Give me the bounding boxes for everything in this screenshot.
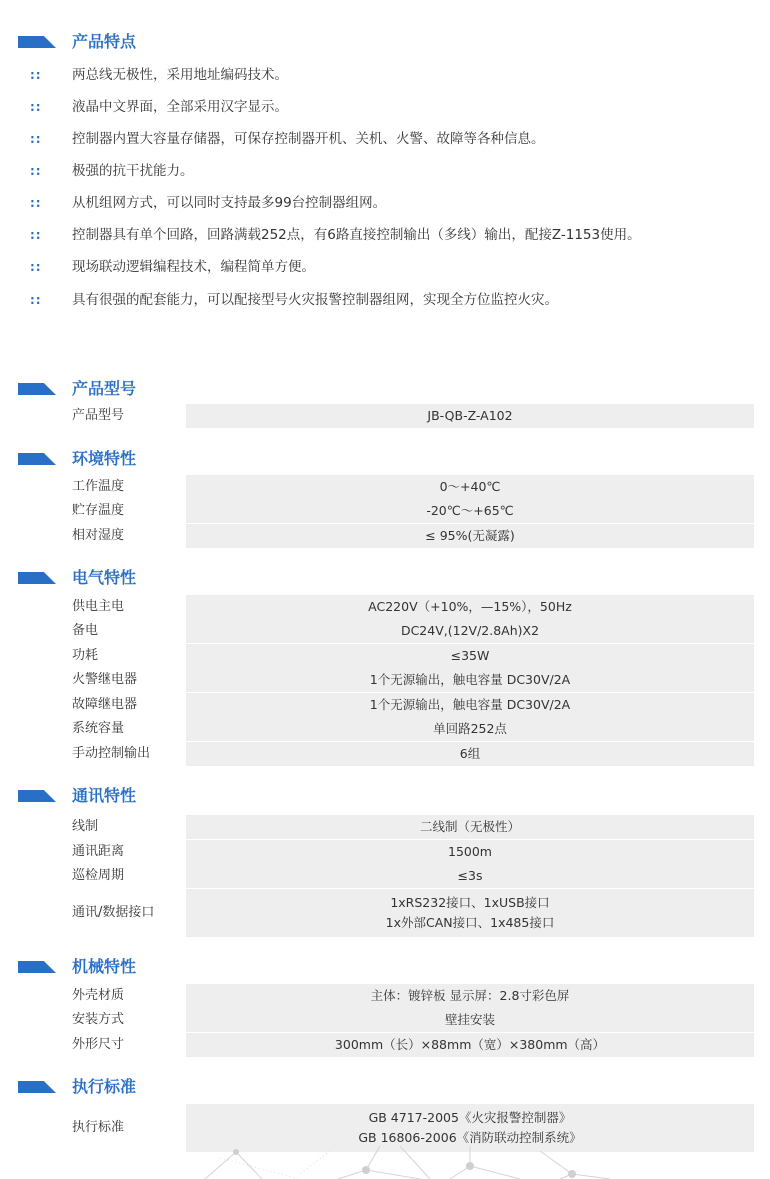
spec-row — [0, 889, 770, 937]
spec-row — [0, 475, 770, 499]
spec-value-cell — [186, 984, 754, 1008]
spec-value: 壁挂安装 — [444, 1012, 495, 1027]
feature-item — [30, 192, 760, 214]
bullet-icon: :: — [30, 132, 42, 146]
spec-label: 通讯距离 — [72, 844, 125, 859]
spec-value: 1xRS232接口、1xUSB接口 — [390, 895, 550, 910]
spec-row — [0, 619, 770, 643]
spec-value-cell — [186, 595, 754, 619]
spec-value: 0～+40℃ — [439, 479, 501, 494]
feature-item — [30, 160, 760, 182]
spec-label: 系统容量 — [72, 721, 125, 736]
spec-label: 安装方式 — [72, 1012, 125, 1027]
spec-value-cell — [186, 668, 754, 692]
spec-label: 执行标准 — [72, 1120, 125, 1135]
section-header-model — [18, 378, 137, 400]
spec-value-cell — [186, 840, 754, 864]
section-title: 环境特性 — [72, 449, 137, 468]
spec-row — [0, 595, 770, 619]
spec-label: 手动控制输出 — [72, 746, 151, 761]
section-header-features — [18, 31, 137, 53]
feature-text: 两总线无极性，采用地址编码技术。 — [72, 67, 288, 83]
section-title: 产品特点 — [72, 32, 137, 51]
feature-item — [30, 256, 760, 278]
section-header-electrical — [18, 567, 137, 589]
spec-row — [0, 499, 770, 523]
spec-label: 供电主电 — [72, 599, 125, 614]
section-header-standards — [18, 1076, 137, 1098]
spec-row — [0, 742, 770, 766]
spec-value-cell — [186, 864, 754, 888]
feature-text: 液晶中文界面，全部采用汉字显示。 — [72, 99, 288, 115]
spec-value-cell — [186, 644, 754, 668]
bullet-icon: :: — [30, 196, 42, 210]
section-header-environment — [18, 448, 137, 470]
spec-row — [0, 668, 770, 692]
spec-row — [0, 717, 770, 741]
spec-label: 线制 — [72, 819, 99, 834]
network-decoration — [0, 1146, 770, 1179]
spec-value: 二线制（无极性） — [419, 819, 520, 834]
spec-value: 1500m — [448, 844, 492, 859]
bullet-icon: :: — [30, 228, 42, 242]
section-marker-icon — [18, 572, 56, 584]
section-marker-icon — [18, 383, 56, 395]
section-header-mechanical — [18, 956, 137, 978]
spec-value-cell — [186, 1104, 754, 1152]
feature-item — [30, 64, 760, 86]
spec-row — [0, 1104, 770, 1152]
spec-label: 外形尺寸 — [72, 1037, 125, 1052]
section-marker-icon — [18, 961, 56, 973]
feature-text: 具有很强的配套能力，可以配接型号火灾报警控制器组网，实现全方位监控火灾。 — [72, 292, 558, 308]
spec-value-cell — [186, 619, 754, 643]
spec-value: -20℃～+65℃ — [426, 503, 514, 518]
spec-value-cell — [186, 1033, 754, 1057]
spec-value: 1x外部CAN接口、1x485接口 — [385, 915, 555, 930]
spec-row — [0, 1033, 770, 1057]
bullet-icon: :: — [30, 100, 42, 114]
spec-value: GB 4717-2005《火灾报警控制器》 — [368, 1110, 572, 1125]
spec-label: 故障继电器 — [72, 697, 138, 712]
spec-value-cell — [186, 475, 754, 499]
spec-value-cell — [186, 717, 754, 741]
spec-label: 通讯/数据接口 — [72, 905, 155, 920]
bullet-icon: :: — [30, 164, 42, 178]
section-marker-icon — [18, 790, 56, 802]
bullet-icon: :: — [30, 260, 42, 274]
bullet-icon: :: — [30, 68, 42, 82]
section-marker-icon — [18, 36, 56, 48]
spec-value: DC24V,(12V/2.8Ah)X2 — [400, 623, 540, 638]
spec-label: 备电 — [72, 623, 99, 638]
spec-label: 产品型号 — [72, 408, 125, 423]
spec-row — [0, 864, 770, 888]
spec-value-cell — [186, 524, 754, 548]
spec-value-cell — [186, 742, 754, 766]
spec-value: GB 16806-2006《消防联动控制系统》 — [358, 1130, 582, 1145]
spec-row — [0, 693, 770, 717]
section-title: 机械特性 — [72, 957, 137, 976]
spec-row — [0, 644, 770, 668]
spec-value: 单回路252点 — [433, 721, 507, 736]
section-title: 产品型号 — [72, 379, 137, 398]
spec-value-cell — [186, 693, 754, 717]
feature-item — [30, 96, 760, 118]
feature-text: 现场联动逻辑编程技术，编程简单方便。 — [72, 259, 315, 275]
spec-label: 功耗 — [72, 648, 99, 663]
spec-label: 外壳材质 — [72, 988, 125, 1003]
section-marker-icon — [18, 453, 56, 465]
spec-row — [0, 524, 770, 548]
bullet-icon: :: — [30, 293, 42, 307]
feature-text: 控制器具有单个回路，回路满载252点，有6路直接控制输出（多线）输出，配接Z-1153使用。 — [72, 227, 641, 243]
spec-label: 火警继电器 — [72, 672, 138, 687]
spec-value: JB-QB-Z-A102 — [427, 408, 513, 423]
spec-row — [0, 840, 770, 864]
feature-item — [30, 128, 760, 150]
spec-value: ≤35W — [450, 648, 490, 663]
spec-value-cell — [186, 889, 754, 937]
feature-text: 极强的抗干扰能力。 — [72, 163, 194, 179]
spec-value: ≤ 95%(无凝露) — [425, 528, 515, 543]
feature-text: 控制器内置大容量存储器，可保存控制器开机、关机、火警、故障等各种信息。 — [72, 131, 545, 147]
spec-value-cell — [186, 1008, 754, 1032]
feature-text: 从机组网方式，可以同时支持最多99台控制器组网。 — [72, 195, 387, 211]
section-header-communication — [18, 785, 137, 807]
spec-value: 1个无源输出，触电容量 DC30V/2A — [369, 697, 571, 712]
section-marker-icon — [18, 1081, 56, 1093]
spec-value-cell — [186, 404, 754, 428]
spec-value-cell — [186, 499, 754, 523]
section-title: 电气特性 — [72, 568, 137, 587]
spec-value: ≤3s — [457, 868, 483, 883]
spec-value: 6组 — [459, 746, 481, 761]
feature-item — [30, 289, 760, 311]
spec-value: AC220V（+10%，—15%），50Hz — [368, 599, 572, 614]
section-title: 执行标准 — [72, 1077, 137, 1096]
feature-item — [30, 224, 760, 246]
spec-label: 巡检周期 — [72, 868, 125, 883]
spec-label: 工作温度 — [72, 479, 125, 494]
spec-row — [0, 815, 770, 839]
spec-row — [0, 404, 770, 428]
spec-value: 主体：镀锌板 显示屏：2.8寸彩色屏 — [370, 988, 570, 1003]
spec-row — [0, 984, 770, 1008]
spec-value-cell — [186, 815, 754, 839]
spec-label: 相对湿度 — [72, 528, 125, 543]
section-title: 通讯特性 — [72, 786, 137, 805]
spec-value: 1个无源输出，触电容量 DC30V/2A — [369, 672, 571, 687]
spec-row — [0, 1008, 770, 1032]
spec-value: 300mm（长）×88mm（宽）×380mm（高） — [334, 1037, 606, 1052]
spec-label: 贮存温度 — [72, 503, 125, 518]
